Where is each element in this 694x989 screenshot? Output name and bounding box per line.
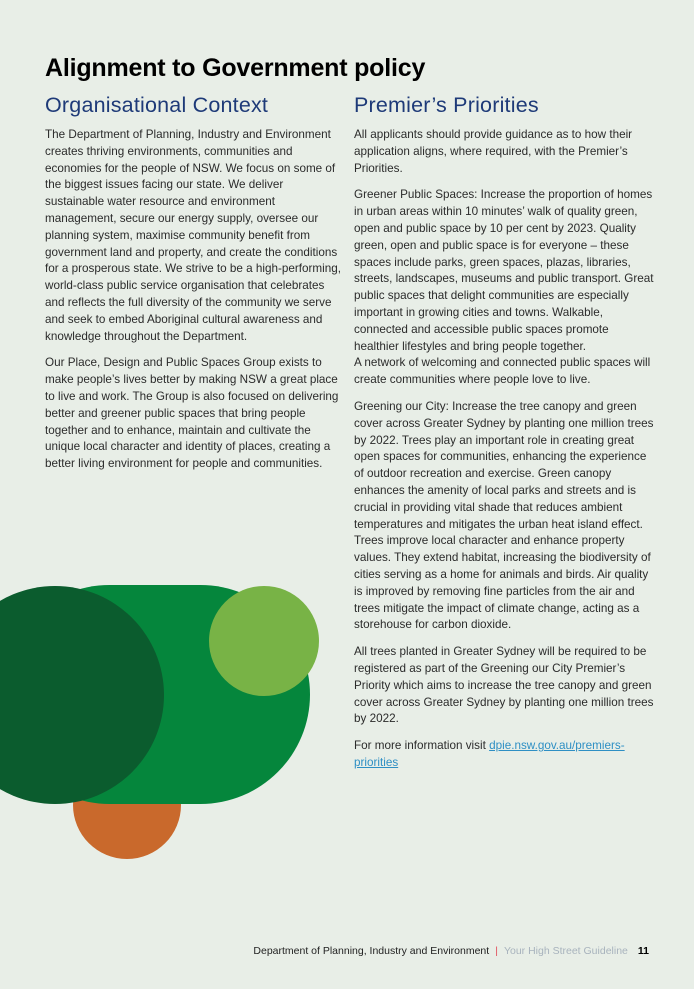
premiers-priorities-link[interactable]: dpie.nsw.gov.au/premiers-priorities	[354, 739, 625, 769]
page-number: 11	[637, 945, 649, 957]
organisational-context-heading: Organisational Context	[45, 93, 269, 117]
more-info-text: For more information visit	[354, 739, 490, 753]
priorities-paragraph-5: All trees planted in Greater Sydney will be required to be registered as part of the Greening our City Premier’s Priority which aims to increase the tree canopy and green cover across Greater Sydney by planting one million trees by 2022.	[354, 645, 654, 726]
footer-separator: |	[495, 945, 498, 957]
page-footer	[253, 945, 649, 957]
context-paragraph-1: The Department of Planning, Industry and Environment creates thriving environments, communities and economies for the people of NSW. We focus on some of the biggest issues facing our state. We deliver sustainable water resource and environment management, secure our energy supply, oversee our planning system, maximise community benefit from government land and property, and create the conditions for a prosperous state. We strive to be a high-performing, world-class public service organisation that celebrates and reflects the full diversity of the community we serve and seek to embed Aboriginal cultural awareness and knowledge throughout the Department.	[45, 128, 342, 343]
priorities-paragraph-1: All applicants should provide guidance as to how their application aligns, where required, with the Premier’s Priorities.	[354, 128, 633, 175]
tree-graphic	[0, 570, 340, 870]
priorities-paragraph-2: Greener Public Spaces: Increase the proportion of homes in urban areas within 10 minutes’ walk of quality green, open and public space by 10 per cent by 2023. Quality green, open and public space is for everyone – these spaces include parks, green spaces, plazas, libraries, streets, landscapes, museums and public transport. Great public spaces that delight communities are especially important in growing cities and towns. Walkable, connected and accessible public spaces promote healthier lifestyles and bring people together.	[354, 188, 654, 353]
light-green-circle-shape	[209, 586, 319, 696]
organisational-context-section	[45, 93, 343, 483]
priorities-paragraph-4: Greening our City: Increase the tree canopy and green cover across Greater Sydney by planting one million trees by 2022. Trees play an important role in creating great open spaces for communities, enhancing the experience of outdoor recreation and exercise. Green canopy enhances the amenity of local parks and streets and is crucial in providing vital shade that reduces ambient temperatures and mitigates the urban heat island effect. Trees improve local character and enhance property values. They extend habitat, increasing the biodiversity of cities serving as a home for animals and birds. Air quality is improved by removing fine particles from the air and trees mitigate the impact of climate change, acting as a storehouse for carbon dioxide.	[354, 399, 654, 632]
more-info-paragraph	[354, 738, 654, 772]
premiers-priorities-heading: Premier’s Priorities	[354, 93, 539, 117]
footer-guide-title: Your High Street Guideline	[503, 945, 628, 957]
premiers-priorities-section	[354, 93, 654, 782]
footer-department: Department of Planning, Industry and Environment	[253, 945, 490, 957]
page-title: Alignment to Government policy	[45, 54, 426, 82]
context-paragraph-2: Our Place, Design and Public Spaces Group exists to make people’s lives better by making NSW a great place to live and work. The Group is also focused on delivering better and greener public spaces that bring people together and to enhance, maintain and cultivate the unique local character and identity of places, creating a better living environment for people and communities.	[45, 356, 339, 471]
priorities-paragraph-3: A network of welcoming and connected public spaces will create communities where people love to live.	[354, 356, 651, 387]
